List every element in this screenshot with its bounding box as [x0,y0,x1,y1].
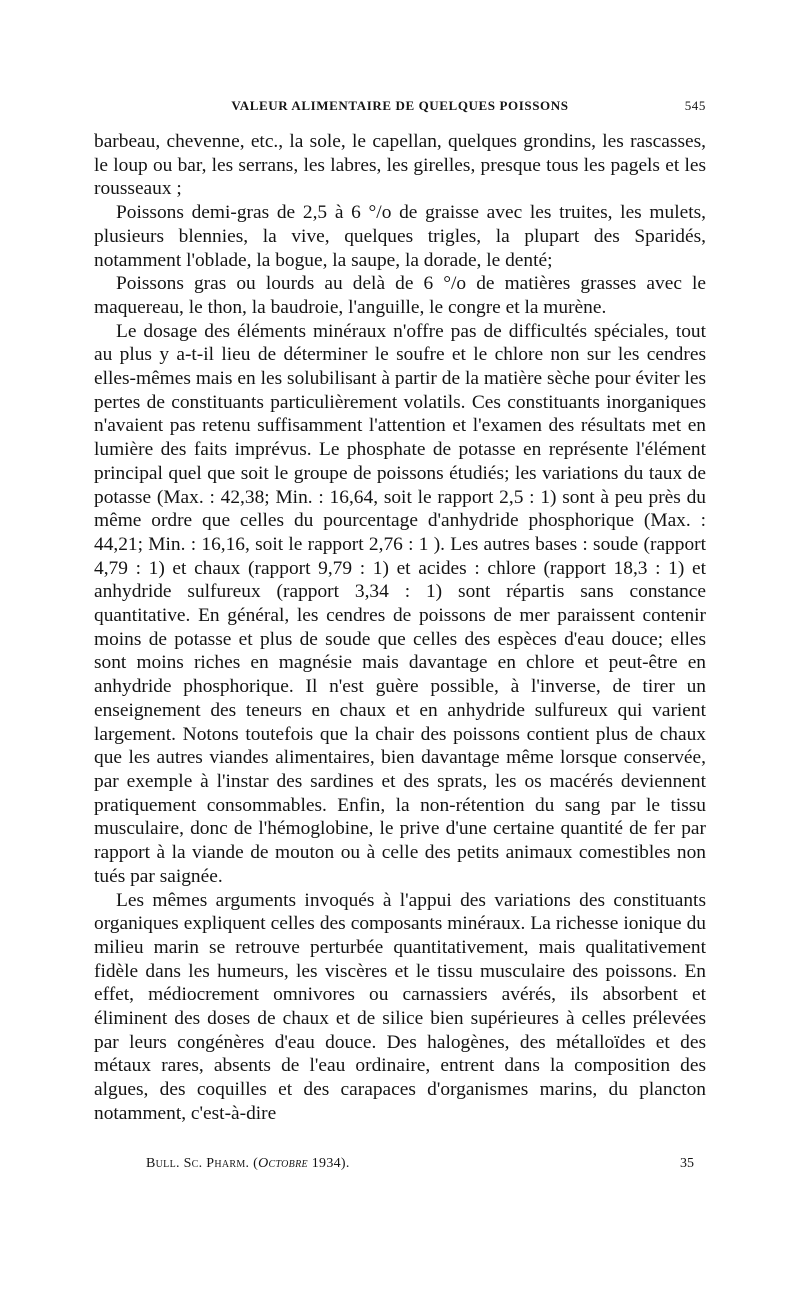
paragraph-gras: Poissons gras ou lourds au delà de 6 °/o de matières grasses avec le maquereau, le thon, la baudroie, l'anguille, le congre et la murène. [94,273,706,318]
journal-month: Octobre [258,1156,308,1171]
paragraph-continued: barbeau, chevenne, etc., la sole, le capellan, quelques grondins, les rascasses, le loup ou bar, les serrans, les labres, les girelles, presque tous les pagels et les rousseaux ; [94,131,706,200]
running-title: VALEUR ALIMENTAIRE DE QUELQUES POISSONS [231,98,569,113]
page-footer [94,1156,706,1176]
paragraph-mineraux: Le dosage des éléments minéraux n'offre pas de difficultés spéciales, tout au plus y a-t-il lieu de déterminer le soufre et le chlore non sur les cendres elles-mêmes mais en les solubilisant à partir de la matière sèche pour éviter les pertes de constituants particulièrement volatils. Ces constituants inorganiques n'avaient pas retenu suffisamment l'attention et l'examen des résultats met en lumière des faits imprévus. Le phosphate de potasse en représente l'élément principal quel que soit le groupe de poissons étudiés; les variations du taux de potasse (Max. : 42,38; Min. : 16,64, soit le rapport 2,5 : 1) sont à peu près du même ordre que celles du pourcentage d'anhydride phosphorique (Max. : 44,21; Min. : 16,16, soit le rapport 2,76 : 1 ). Les autres bases : soude (rapport 4,79 : 1) et chaux (rapport 9,79 : 1) et acides : chlore (rapport 18,3 : 1) et anhydride sulfureux (rapport 3,34 : 1) sont répartis sans constance quantitative. En général, les cendres de poissons de mer paraissent contenir moins de potasse et plus de soude que celles des espèces d'eau douce; elles sont moins riches en magnésie mais davantage en chlore et peut-être en anhydride phosphorique. Il n'est guère possible, à l'inverse, de tirer un enseignement des teneurs en chaux et en anhydride sulfureux qui varient largement. Notons toutefois que la chair des poissons contient plus de chaux que les autres viandes alimentaires, bien davantage même lorsque conservée, par exemple à l'instar des sardines et des sprats, les os macérés deviennent pratiquement consommables. Enfin, la non-rétention du sang par le tissu musculaire, donc de l'hémoglobine, le prive d'une certaine quantité de fer par rapport à la viande de mouton ou à celle des petits animaux comestibles non tués par saignée. [94,320,706,887]
paragraph-arguments: Les mêmes arguments invoqués à l'appui des variations des constituants organiques expliquent celles des composants minéraux. La richesse ionique du milieu marin se retrouve perturbée quantitativement, mais qualitativement fidèle dans les humeurs, les viscères et le tissu musculaire des poissons. En effet, médiocrement omnivores ou carnassiers avérés, ils absorbent et éliminent des doses de chaux et de silice bien supérieures à celles prélevées par leurs congénères d'eau douce. Des halogènes, des métalloïdes et des métaux rares, absents de l'eau ordinaire, entrent dans la composition des algues, des coquilles et des carapaces d'organismes marins, du plancton notamment, c'est-à-dire [94,889,706,1124]
journal-year: 1934 [311,1156,341,1171]
journal-citation: Bull. Sc. Pharm. (Octobre 1934). [146,1156,350,1171]
journal-name: Bull. Sc. Pharm. [146,1156,250,1171]
signature-mark: 35 [680,1156,694,1171]
running-header [94,98,706,118]
page-number: 545 [684,98,706,113]
body-text [94,130,706,1126]
paragraph-demi-gras: Poissons demi-gras de 2,5 à 6 °/o de graisse avec les truites, les mulets, plusieurs blennies, la vive, quelques trigles, la plupart des Sparidés, notamment l'oblade, la bogue, la saupe, la dorade, le denté; [94,202,706,271]
